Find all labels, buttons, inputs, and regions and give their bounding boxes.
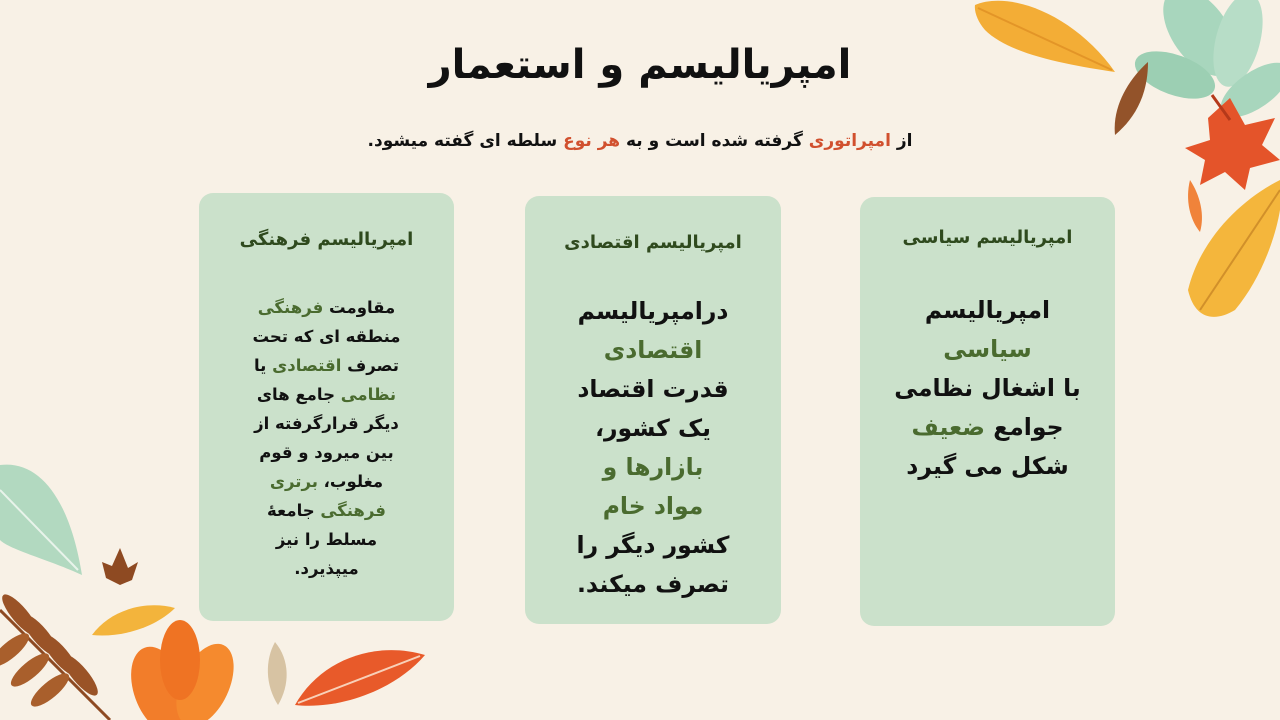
subtitle-highlight-empire: امپراتوری bbox=[808, 131, 891, 151]
economic-imperialism-card bbox=[525, 196, 781, 624]
card-text: یا bbox=[253, 356, 273, 375]
card-line bbox=[209, 467, 444, 496]
orange-leaf-icon bbox=[120, 620, 245, 720]
card-line: با اشغال نظامی bbox=[894, 374, 1081, 402]
cultural-imperialism-card bbox=[199, 193, 454, 621]
orange-leaf-icon bbox=[1188, 180, 1202, 232]
card-title: امپریالیسم سیاسی bbox=[902, 227, 1073, 248]
mint-leaf-icon bbox=[0, 465, 82, 575]
card-line: تصرف میکند. bbox=[577, 570, 729, 598]
card-line: کشور دیگر را bbox=[576, 531, 730, 559]
brown-leaf-icon bbox=[268, 642, 287, 705]
yellow-oak-leaf-icon bbox=[1188, 180, 1280, 317]
brown-leaf-icon bbox=[102, 548, 138, 585]
subtitle-text: سلطه ای گفته میشود. bbox=[367, 131, 564, 151]
card-line: منطقه ای که تحت bbox=[252, 327, 401, 346]
subtitle-text: گرفته شده است و به bbox=[620, 131, 809, 151]
card-line-highlight: سیاسی bbox=[943, 335, 1032, 363]
card-line bbox=[209, 351, 444, 380]
card-text: تصرف bbox=[341, 356, 400, 375]
card-text: مغلوب، bbox=[317, 472, 384, 491]
card-line: امپریالیسم bbox=[924, 296, 1051, 324]
card-text: جامع های bbox=[256, 385, 341, 404]
card-line: دیگر قرارگرفته از bbox=[254, 414, 399, 433]
slide-title: امپریالیسم و استعمار bbox=[428, 42, 852, 88]
card-line: بین میرود و قوم bbox=[259, 443, 394, 462]
card-text: مقاومت bbox=[323, 298, 396, 317]
card-text-highlight: نظامی bbox=[340, 385, 397, 404]
card-line bbox=[209, 380, 444, 409]
red-maple-leaf-icon bbox=[295, 650, 425, 706]
subtitle-text: از bbox=[890, 131, 913, 151]
card-title: امپریالیسم فرهنگی bbox=[239, 229, 414, 250]
card-line bbox=[209, 496, 444, 525]
card-body bbox=[870, 291, 1105, 486]
fern-leaf-icon bbox=[0, 590, 110, 720]
card-text: جامعۀ bbox=[267, 501, 321, 520]
card-line: میپذیرد. bbox=[294, 559, 359, 578]
card-title: امپریالیسم اقتصادی bbox=[564, 232, 742, 253]
card-line-highlight: اقتصادی bbox=[603, 336, 703, 364]
card-body bbox=[535, 292, 771, 604]
card-text-highlight: برتری bbox=[269, 472, 318, 491]
card-text-highlight: فرهنگی bbox=[320, 501, 386, 520]
card-line-highlight: بازارها و bbox=[602, 453, 704, 481]
card-line: یک کشور، bbox=[595, 414, 711, 442]
card-line bbox=[870, 408, 1105, 447]
card-line: شکل می گیرد bbox=[906, 452, 1069, 480]
card-text-highlight: فرهنگی bbox=[257, 298, 324, 317]
card-body bbox=[209, 293, 444, 583]
slide-subtitle bbox=[0, 131, 1280, 151]
card-text-highlight: اقتصادی bbox=[272, 356, 342, 375]
card-line: قدرت اقتصاد bbox=[577, 375, 729, 403]
orange-leaf-icon bbox=[92, 605, 175, 635]
political-imperialism-card bbox=[860, 197, 1115, 626]
card-text-highlight: ضعیف bbox=[911, 413, 986, 441]
card-line: درامپریالیسم bbox=[577, 297, 729, 325]
card-text: جوامع bbox=[985, 413, 1064, 441]
card-line bbox=[209, 293, 444, 322]
subtitle-highlight-any-kind: هر نوع bbox=[563, 131, 621, 151]
card-line: مسلط را نیز bbox=[275, 530, 378, 549]
card-line-highlight: مواد خام bbox=[602, 492, 704, 520]
